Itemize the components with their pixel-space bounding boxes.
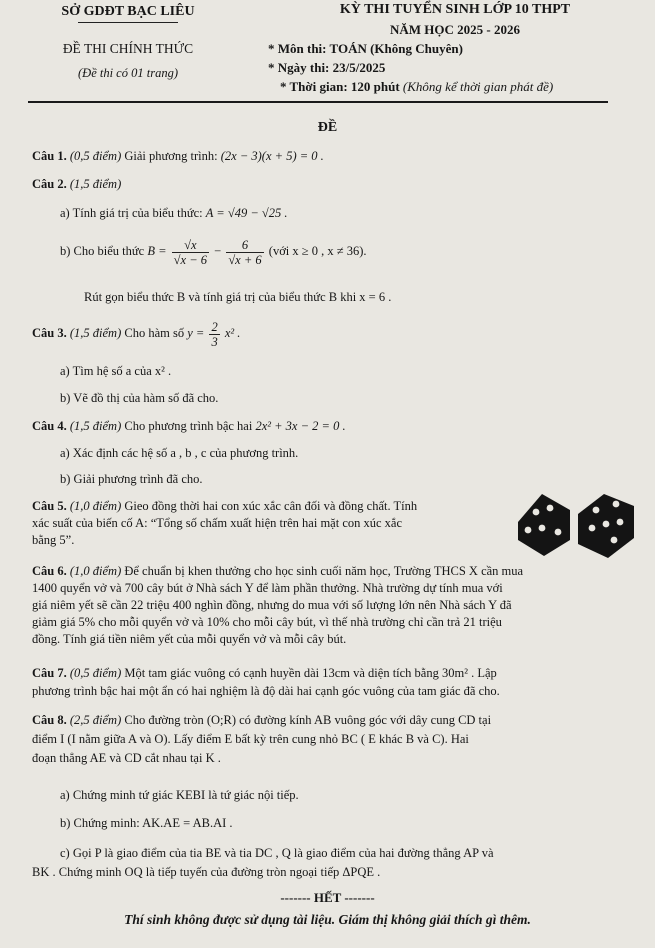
question-5 xyxy=(32,498,417,514)
time-note: (Không kể thời gian phát đề) xyxy=(402,79,554,94)
q5-line-3: bằng 5”. xyxy=(32,533,75,547)
time-label: * Thời gian: 120 phút xyxy=(280,79,400,94)
q7-line-1: Một tam giác vuông có cạnh huyền dài 13cm và diện tích bằng 30m² . Lập xyxy=(124,666,497,680)
header-left xyxy=(28,4,228,81)
q5-line-2: xác suất của biến cố A: “Tổng số chấm xuất hiện trên hai mặt con xúc xắc xyxy=(32,516,403,530)
q6-line-4: giảm giá 5% cho mỗi quyển vở và 10% cho mỗi cây bút, vì thế nhà trường chỉ cần trả 21 triệu xyxy=(32,615,502,629)
q1-label: Câu 1. xyxy=(32,149,67,163)
section-title: ĐỀ xyxy=(317,120,338,135)
q2b-text: b) Cho biểu thức xyxy=(60,244,145,258)
question-3b: b) Vẽ đồ thị của hàm số đã cho. xyxy=(60,391,219,405)
q1-text: Giải phương trình: xyxy=(124,149,218,163)
q2b-fraction-1 xyxy=(172,238,209,267)
q8-label: Câu 8. xyxy=(32,713,67,727)
die-right-icon xyxy=(578,494,634,558)
q6-points: (1,0 điểm) xyxy=(69,564,122,578)
q6-line-1: Để chuẩn bị khen thưởng cho học sinh cuối năm học, Trường THCS X cần mua xyxy=(124,564,524,578)
q6-line-5: đồng. Tính giá tiền niêm yết của mỗi quyển vở và mỗi cây bút. xyxy=(32,632,347,646)
exam-title: KỲ THI TUYỂN SINH LỚP 10 THPT xyxy=(339,2,571,17)
question-8b: b) Chứng minh: AK.AE = AB.AI . xyxy=(60,816,233,830)
exam-date: * Ngày thi: 23/5/2025 xyxy=(268,60,386,75)
footer-note: Thí sinh không được sử dụng tài liệu. Giám thị không giải thích gì thêm. xyxy=(124,912,531,927)
q2b-f1-denominator: √x − 6 xyxy=(173,252,207,267)
q4-label: Câu 4. xyxy=(32,419,67,433)
q2a-expression: A = √49 − √25 . xyxy=(205,206,288,220)
school-year: NĂM HỌC 2025 - 2026 xyxy=(390,22,520,37)
q7-line-2: phương trình bậc hai một ẩn có hai nghiệm là độ dài hai cạnh góc vuông của tam giác đã cho. xyxy=(32,684,500,698)
question-2b-task: Rút gọn biểu thức B và tính giá trị của biểu thức B khi x = 6 . xyxy=(84,290,392,304)
header-underline xyxy=(78,22,178,23)
q4-points: (1,5 điểm) xyxy=(69,419,122,433)
question-1 xyxy=(32,148,324,164)
q3-lhs: y = xyxy=(187,326,205,340)
q2a-text: a) Tính giá trị của biểu thức: xyxy=(60,206,203,220)
q2b-minus: − xyxy=(214,244,222,258)
q8-line-2: điểm I (I nằm giữa A và O). Lấy điểm E bất kỳ trên cung nhỏ BC ( E khác B và C). Hai xyxy=(32,732,469,746)
q8-line-3: đoạn thẳng AE và CD cắt nhau tại K . xyxy=(32,751,221,765)
q3-label: Câu 3. xyxy=(32,326,67,340)
question-8 xyxy=(32,712,491,728)
q2b-fraction-2 xyxy=(226,238,263,267)
q3-text: Cho hàm số xyxy=(124,326,185,340)
q3-fraction xyxy=(209,320,219,349)
q2b-f2-denominator: √x + 6 xyxy=(228,252,262,267)
q5-points: (1,0 điểm) xyxy=(69,499,122,513)
q3-numerator: 2 xyxy=(211,319,218,334)
question-2a xyxy=(60,205,288,221)
q4-equation: 2x² + 3x − 2 = 0 . xyxy=(255,419,346,433)
die-left-icon xyxy=(518,494,570,556)
exam-subject: * Môn thi: TOÁN (Không Chuyên) xyxy=(268,41,463,56)
question-7 xyxy=(32,665,497,681)
question-8c-line-2: BK . Chứng minh OQ là tiếp tuyến của đường tròn ngoại tiếp ΔPQE . xyxy=(32,865,381,879)
exam-type: ĐỀ THI CHÍNH THỨC xyxy=(62,41,194,56)
end-mark: ------- HẾT ------- xyxy=(280,890,375,905)
question-6 xyxy=(32,563,523,579)
q7-points: (0,5 điểm) xyxy=(69,666,122,680)
q5-line-1: Gieo đồng thời hai con xúc xắc cân đối và đồng chất. Tính xyxy=(124,499,418,513)
pages-note: (Đề thi có 01 trang) xyxy=(78,66,178,80)
q2-points: (1,5 điểm) xyxy=(69,177,122,191)
q2-label: Câu 2. xyxy=(32,177,67,191)
q2b-f2-numerator: 6 xyxy=(226,238,263,253)
q2b-lhs: B = xyxy=(147,244,167,258)
q3-rhs: x² . xyxy=(224,326,241,340)
two-dice-icon xyxy=(512,488,640,560)
question-3 xyxy=(32,316,240,350)
q3-denominator: 3 xyxy=(211,334,218,349)
question-2b xyxy=(60,234,367,268)
q6-line-3: giá niêm yết sẽ cần 22 triệu 400 nghìn đồng, nhưng do mua với số lượng lớn nên Nhà sách Y đã xyxy=(32,598,512,612)
question-4 xyxy=(32,418,346,434)
exam-time xyxy=(280,79,638,95)
q1-points: (0,5 điểm) xyxy=(69,149,122,163)
q1-equation: (2x − 3)(x + 5) = 0 . xyxy=(220,149,324,163)
department-name: SỞ GDĐT BẠC LIÊU xyxy=(61,4,195,19)
q6-label: Câu 6. xyxy=(32,564,67,578)
q5-label: Câu 5. xyxy=(32,499,67,513)
header-right xyxy=(248,2,638,95)
q6-line-2: 1400 quyển vở và 700 cây bút ở Nhà sách Y để làm phần thưởng. Nhà trường dự tính mua với xyxy=(32,581,503,595)
q2b-f1-numerator: √x xyxy=(172,238,209,253)
question-3a: a) Tìm hệ số a của x² . xyxy=(60,364,172,378)
q7-label: Câu 7. xyxy=(32,666,67,680)
q8-line-1: Cho đường tròn (O;R) có đường kính AB vuông góc với dây cung CD tại xyxy=(124,713,492,727)
question-4a: a) Xác định các hệ số a , b , c của phương trình. xyxy=(60,446,299,460)
header-rule xyxy=(28,101,608,103)
question-2 xyxy=(32,176,121,192)
q2b-condition: (với x ≥ 0 , x ≠ 36). xyxy=(268,244,367,258)
question-4b: b) Giải phương trình đã cho. xyxy=(60,472,203,486)
q4-text: Cho phương trình bậc hai xyxy=(124,419,253,433)
question-8c-line-1: c) Gọi P là giao điểm của tia BE và tia DC , Q là giao điểm của hai đường thẳng AP và xyxy=(60,846,494,860)
q8-points: (2,5 điểm) xyxy=(69,713,122,727)
question-8a: a) Chứng minh tứ giác KEBI là tứ giác nội tiếp. xyxy=(60,788,299,802)
q3-points: (1,5 điểm) xyxy=(69,326,122,340)
